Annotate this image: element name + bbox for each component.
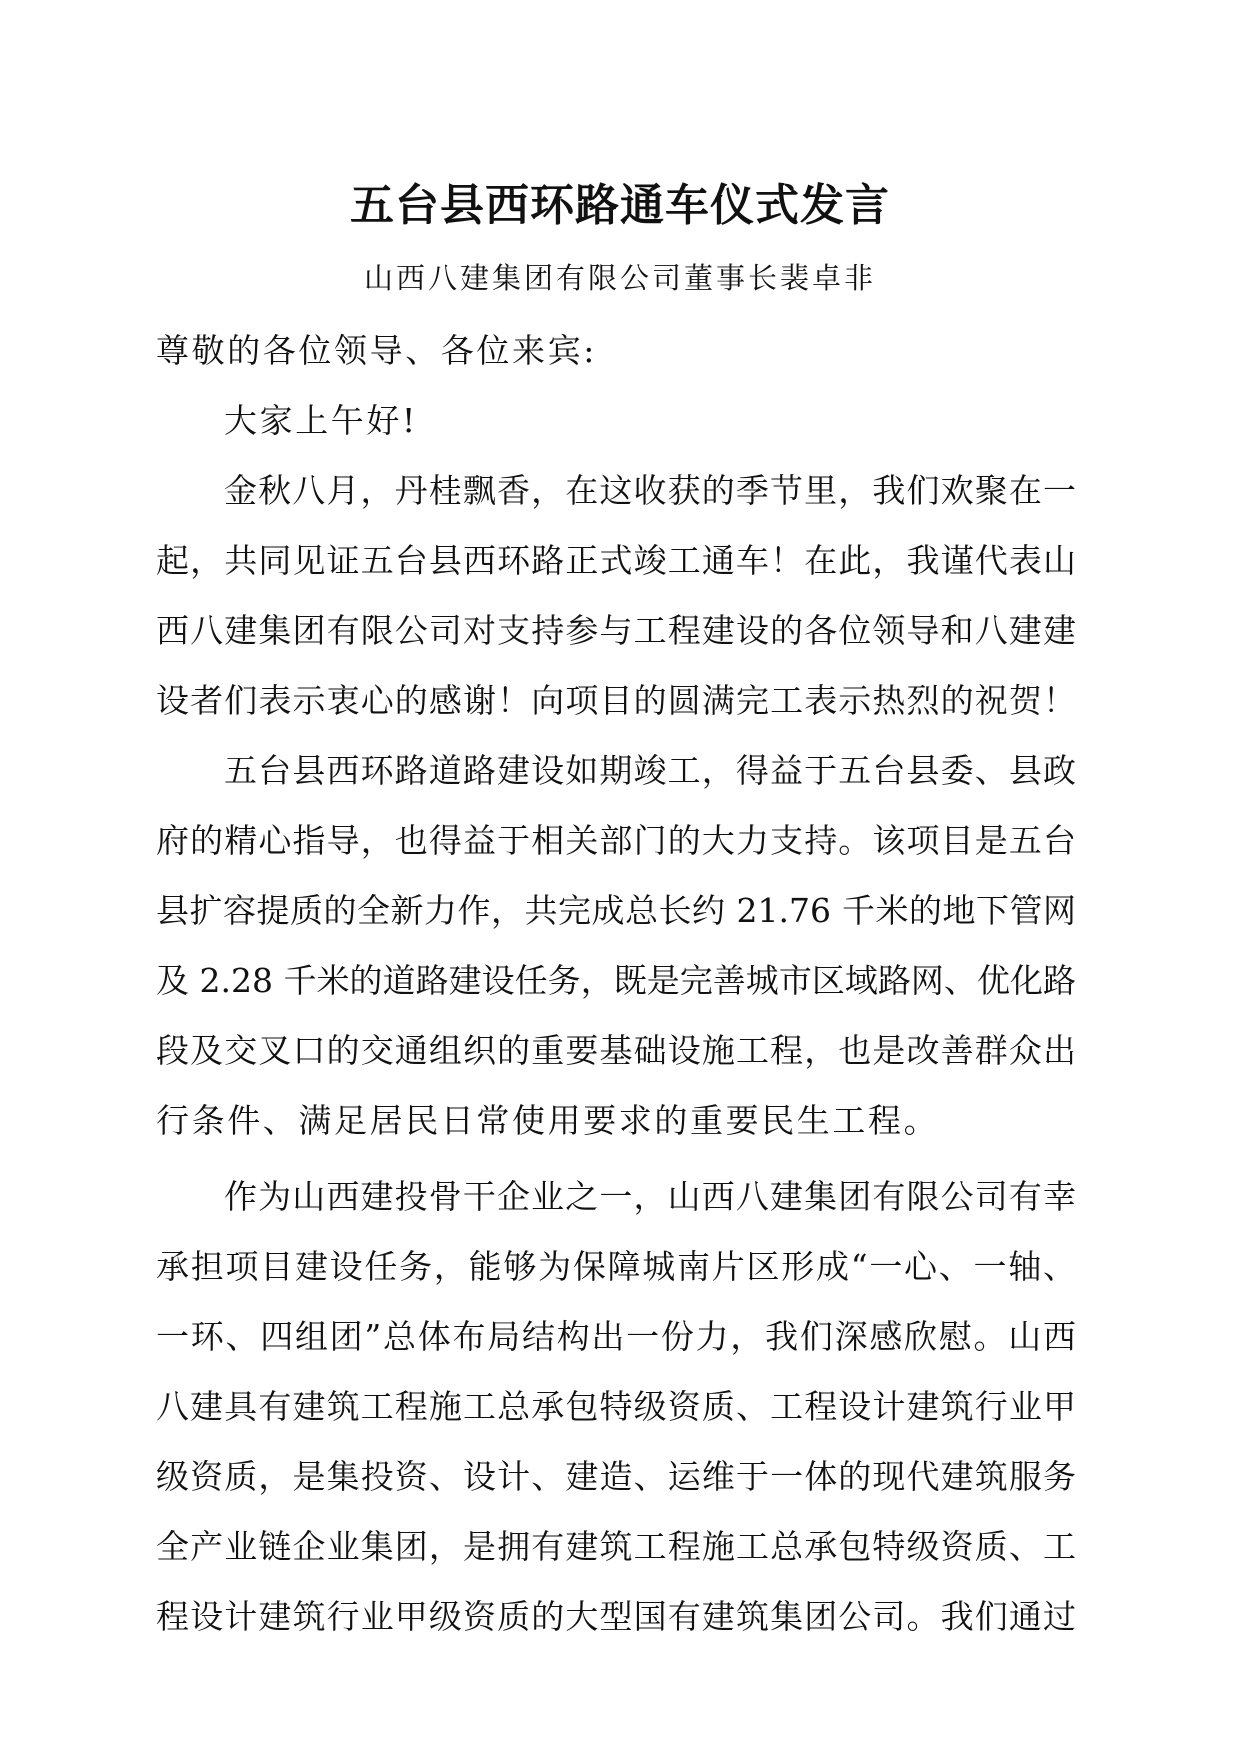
paragraph-line: 金秋八月，丹桂飘香，在这收获的季节里，我们欢聚在一 — [224, 471, 1076, 510]
paragraph-line: 县扩容提质的全新力作，共完成总长约 21.76 千米的地下管网 — [156, 891, 1076, 930]
paragraph-line: 及 2.28 千米的道路建设任务，既是完善城市区域路网、优化路 — [156, 961, 1076, 1000]
paragraph-3 — [156, 1162, 1076, 1652]
paragraph-line: 府的精心指导，也得益于相关部门的大力支持。该项目是五台 — [156, 821, 1076, 860]
paragraph-line: 五台县西环路道路建设如期竣工，得益于五台县委、县政 — [224, 751, 1076, 790]
paragraph-line: 西八建集团有限公司对支持参与工程建设的各位领导和八建建 — [156, 611, 1076, 650]
speaker-byline: 山西八建集团有限公司董事长裴卓非 — [363, 261, 876, 295]
paragraph-line: 一环、四组团”总体布局结构出一份力，我们深感欣慰。山西 — [156, 1317, 1076, 1356]
paragraph-line: 级资质，是集投资、设计、建造、运维于一体的现代建筑服务 — [156, 1457, 1076, 1496]
paragraph-line: 程设计建筑行业甲级资质的大型国有建筑集团公司。我们通过 — [156, 1597, 1076, 1636]
paragraph-line: 起，共同见证五台县西环路正式竣工通车！在此，我谨代表山 — [156, 541, 1076, 580]
paragraph-line: 设者们表示衷心的感谢！向项目的圆满完工表示热烈的祝贺！ — [156, 681, 1076, 720]
paragraph-line: 段及交叉口的交通组织的重要基础设施工程，也是改善群众出 — [156, 1031, 1076, 1070]
paragraph-line: 八建具有建筑工程施工总承包特级资质、工程设计建筑行业甲 — [156, 1387, 1076, 1426]
paragraph-2 — [156, 736, 1076, 1156]
paragraph-line: 作为山西建投骨干企业之一，山西八建集团有限公司有幸 — [224, 1177, 1076, 1216]
paragraph-1 — [156, 456, 1076, 736]
speech-body — [156, 316, 1076, 1652]
greeting: 大家上午好! — [224, 401, 418, 440]
paragraph-line: 行条件、满足居民日常使用要求的重要民生工程。 — [156, 1101, 940, 1140]
paragraph-line: 全产业链企业集团，是拥有建筑工程施工总承包特级资质、工 — [156, 1527, 1076, 1566]
salutation: 尊敬的各位领导、各位来宾: — [156, 331, 597, 370]
paragraph-line: 承担项目建设任务，能够为保障城南片区形成“一心、一轴、 — [156, 1247, 1076, 1286]
document-title: 五台县西环路通车仪式发言 — [350, 180, 890, 231]
